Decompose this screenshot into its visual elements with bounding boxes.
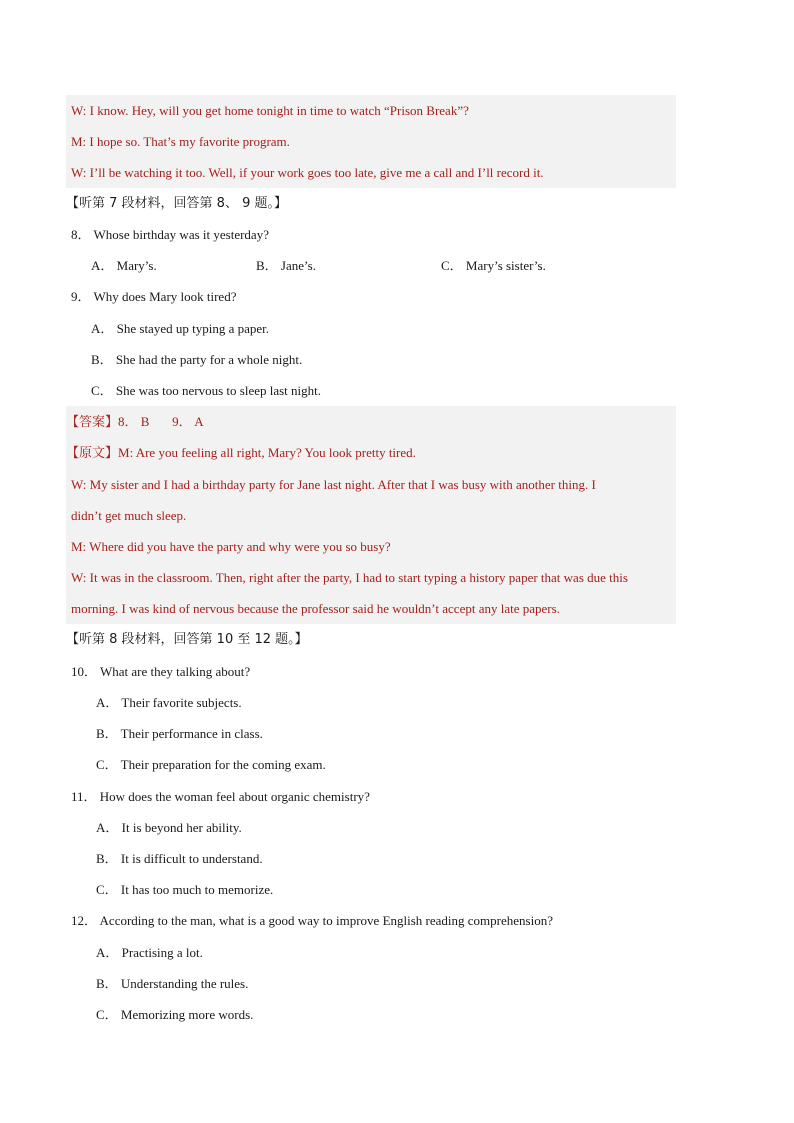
section-7-heading: 【听第 7 段材料，回答第 8、 9 题。】	[66, 196, 287, 211]
section-8-heading: 【听第 8 段材料，回答第 10 至 12 题。】	[66, 632, 308, 647]
dialogue-line: M: I hope so. That’s my favorite program.	[71, 134, 290, 149]
q11-option-a[interactable]: A． It is beyond her ability.	[96, 820, 242, 835]
transcript-text: M: Are you feeling all right, Mary? You look pretty tired.	[118, 445, 416, 460]
question-12: 12． According to the man, what is a good way to improve English reading comprehension?	[71, 913, 553, 928]
answer-text: 8． B 9． A	[118, 414, 204, 429]
q9-option-a[interactable]: A． She stayed up typing a paper.	[91, 321, 269, 336]
q8-option-a[interactable]: A． Mary’s.	[91, 258, 157, 273]
q12-option-c[interactable]: C． Memorizing more words.	[96, 1007, 254, 1022]
q10-option-c[interactable]: C． Their preparation for the coming exam.	[96, 757, 326, 772]
question-9: 9． Why does Mary look tired?	[71, 289, 237, 304]
transcript-first-line	[66, 437, 416, 468]
q12-option-b[interactable]: B． Understanding the rules.	[96, 976, 249, 991]
transcript-line: didn’t get much sleep.	[71, 508, 187, 523]
q11-option-c[interactable]: C． It has too much to memorize.	[96, 882, 274, 897]
transcript-tag: 【原文】	[66, 446, 119, 461]
question-8: 8． Whose birthday was it yesterday?	[71, 227, 269, 242]
q10-option-b[interactable]: B． Their performance in class.	[96, 726, 263, 741]
question-11: 11． How does the woman feel about organic chemistry?	[71, 789, 370, 804]
answer-line	[66, 406, 204, 437]
transcript-line: W: My sister and I had a birthday party for Jane last night. After that I was busy with another thing. I	[71, 477, 596, 492]
q11-option-b[interactable]: B． It is difficult to understand.	[96, 851, 263, 866]
q8-option-c[interactable]: C． Mary’s sister’s.	[441, 258, 546, 273]
answer-tag: 【答案】	[66, 415, 119, 430]
dialogue-line: W: I know. Hey, will you get home tonight in time to watch “Prison Break”?	[71, 103, 469, 118]
q9-option-b[interactable]: B． She had the party for a whole night.	[91, 352, 303, 367]
transcript-line: M: Where did you have the party and why were you so busy?	[71, 539, 391, 554]
dialogue-line: W: I’ll be watching it too. Well, if your work goes too late, give me a call and I’ll record it.	[71, 165, 544, 180]
q8-option-b[interactable]: B． Jane’s.	[256, 258, 316, 273]
q9-option-c[interactable]: C． She was too nervous to sleep last night.	[91, 383, 322, 398]
q12-option-a[interactable]: A． Practising a lot.	[96, 945, 203, 960]
transcript-line: W: It was in the classroom. Then, right after the party, I had to start typing a history paper that was due this	[71, 570, 628, 585]
q10-option-a[interactable]: A． Their favorite subjects.	[96, 695, 242, 710]
question-10: 10． What are they talking about?	[71, 664, 251, 679]
transcript-line: morning. I was kind of nervous because the professor said he wouldn’t accept any late papers.	[71, 601, 560, 616]
